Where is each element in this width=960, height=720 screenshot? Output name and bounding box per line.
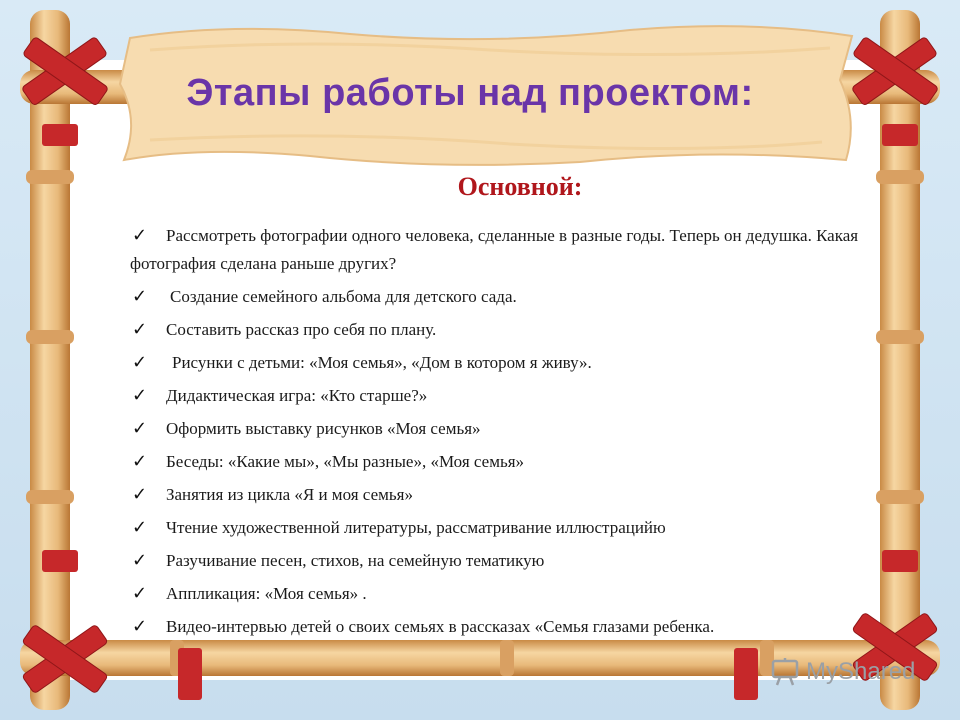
list-item-text: Рассмотреть фотографии одного человека, сделанные в разные годы. Теперь он дедушка. Какая фотография сделана раньше других? [130,226,859,273]
list-item [130,482,860,508]
list-item [130,449,860,475]
list-item-text: Беседы: «Какие мы», «Мы разные», «Моя семья» [166,452,525,471]
list-item [130,284,860,310]
checkmark-icon: ✓ [132,286,148,307]
checkmark-icon: ✓ [132,385,148,406]
section-heading: Основной: [457,172,583,201]
list-item-text: Оформить выставку рисунков «Моя семья» [166,419,481,438]
list-item [130,515,860,541]
list-item-text: Видео-интервью детей о своих семьях в рассказах «Семья глазами ребенка. [166,617,715,636]
list-item [130,614,860,640]
bamboo-pole-right [876,10,924,710]
checkmark-icon: ✓ [132,517,148,538]
list-item-text: Занятия из цикла «Я и моя семья» [166,485,413,504]
list-item [130,581,860,607]
page-title: Этапы работы над проектом: [186,72,754,114]
list-item-text: Аппликация: «Моя семья» . [166,584,367,603]
title-banner [110,20,870,170]
checkmark-icon: ✓ [132,583,148,604]
list-item [130,350,860,376]
checkmark-icon: ✓ [132,550,148,571]
checkmark-icon: ✓ [132,225,148,246]
watermark-text: MyShared [806,658,916,685]
list-item-text: Чтение художественной литературы, рассматривание иллюстрацийю [166,518,666,537]
list-item [130,383,860,409]
list-item-text: Разучивание песен, стихов, на семейную тематикую [166,551,545,570]
presentation-board-icon [770,657,800,687]
checkmark-icon: ✓ [132,616,148,637]
checkmark-icon: ✓ [132,451,148,472]
checkmark-icon: ✓ [132,418,148,439]
list-item-text: Дидактическая игра: «Кто старше?» [166,386,428,405]
list-item [130,222,860,278]
list-item [130,548,860,574]
checkmark-icon: ✓ [132,352,148,373]
checklist [130,222,860,647]
list-item [130,317,860,343]
list-item-text: Создание семейного альбома для детского сада. [170,287,517,306]
bamboo-pole-left [26,10,74,710]
list-item-text: Рисунки с детьми: «Моя семья», «Дом в котором я живу». [172,353,592,372]
checkmark-icon: ✓ [132,319,148,340]
list-item [130,416,860,442]
list-item-text: Составить рассказ про себя по плану. [166,320,437,339]
watermark [770,656,915,688]
checkmark-icon: ✓ [132,484,148,505]
